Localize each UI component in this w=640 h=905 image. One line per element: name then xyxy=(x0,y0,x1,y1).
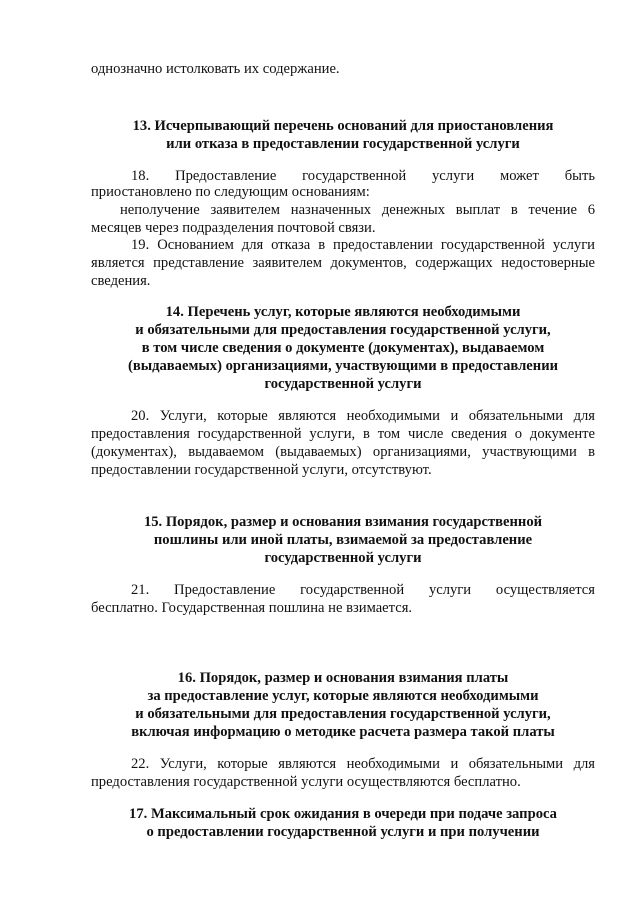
paragraph-22: 22. Услуги, которые являются необходимыми и обязательными для xyxy=(131,756,595,772)
section-heading-16: включая информацию о методике расчета размера такой платы xyxy=(131,724,555,740)
paragraph-22: предоставления государственной услуги осуществляются бесплатно. xyxy=(91,774,521,790)
paragraph-20: предоставления государственной услуги, в том числе сведения о документе xyxy=(91,426,595,442)
paragraph-20: (документах), выдаваемом (выдаваемых) организациями, участвующими в xyxy=(91,444,595,460)
body-text-line: однозначно истолковать их содержание. xyxy=(91,61,340,77)
paragraph-21: 21. Предоставление государственной услуги осуществляется xyxy=(131,582,595,598)
paragraph-20: предоставлении государственной услуги, отсутствуют. xyxy=(91,462,432,478)
section-heading-14: и обязательными для предоставления государственной услуги, xyxy=(135,322,551,338)
section-heading-16: и обязательными для предоставления государственной услуги, xyxy=(135,706,551,722)
paragraph-19: является представление заявителем документов, содержащих недостоверные xyxy=(91,255,595,271)
paragraph-18: приостановлено по следующим основаниям: xyxy=(91,184,370,200)
section-heading-13: 13. Исчерпывающий перечень оснований для приостановления xyxy=(132,118,554,134)
section-heading-14: в том числе сведения о документе (документах), выдаваемом xyxy=(141,340,545,356)
section-heading-15: пошлины или иной платы, взимаемой за предоставление xyxy=(153,532,533,548)
paragraph-20: 20. Услуги, которые являются необходимыми и обязательными для xyxy=(131,408,595,424)
paragraph-19: сведения. xyxy=(91,273,151,289)
section-heading-14: государственной услуги xyxy=(264,376,422,392)
section-heading-17: о предоставлении государственной услуги и при получении xyxy=(146,824,540,840)
section-heading-16: 16. Порядок, размер и основания взимания платы xyxy=(177,670,509,686)
section-heading-15: государственной услуги xyxy=(264,550,422,566)
section-heading-16: за предоставление услуг, которые являются необходимыми xyxy=(147,688,539,704)
paragraph-18: неполучение заявителем назначенных денежных выплат в течение 6 xyxy=(120,202,595,218)
section-heading-15: 15. Порядок, размер и основания взимания государственной xyxy=(143,514,543,530)
section-heading-14: 14. Перечень услуг, которые являются необходимыми xyxy=(165,304,521,320)
section-heading-14: (выдаваемых) организациями, участвующими в предоставлении xyxy=(127,358,559,374)
paragraph-18: месяцев через подразделения почтовой связи. xyxy=(91,220,376,236)
section-heading-17: 17. Максимальный срок ожидания в очереди при подаче запроса xyxy=(129,806,557,822)
section-heading-13: или отказа в предоставлении государственной услуги xyxy=(166,136,520,152)
paragraph-18: 18. Предоставление государственной услуги может быть xyxy=(131,168,595,184)
paragraph-19: 19. Основанием для отказа в предоставлении государственной услуги xyxy=(131,237,595,253)
paragraph-21: бесплатно. Государственная пошлина не взимается. xyxy=(91,600,413,616)
